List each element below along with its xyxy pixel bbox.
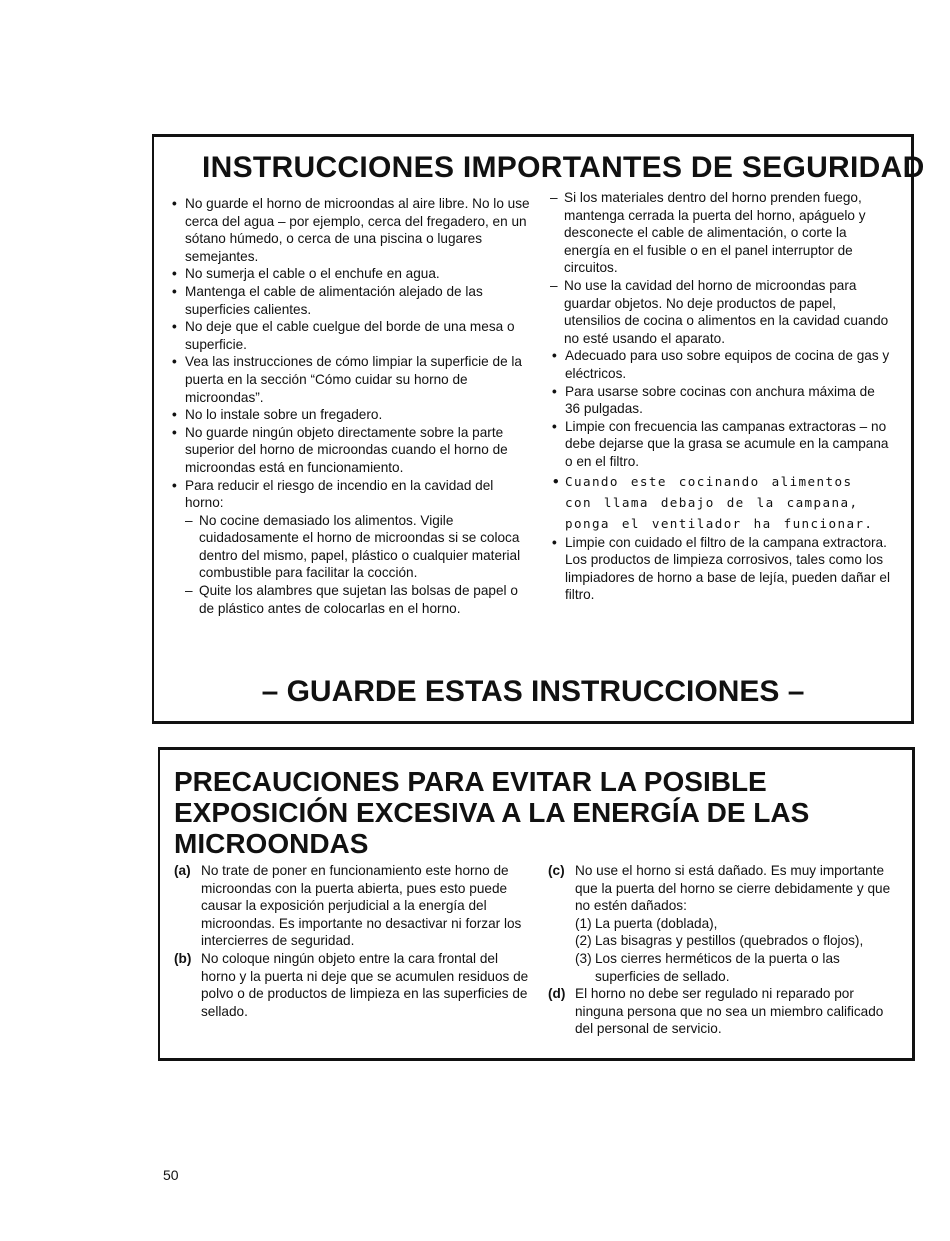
list-item: • Adecuado para uso sobre equipos de cocina de gas y eléctricos. xyxy=(550,347,890,382)
precaution-a xyxy=(174,862,534,950)
precautions-right-column xyxy=(548,862,898,1038)
list-text: La puerta (doblada), xyxy=(595,915,718,931)
precautions-box xyxy=(158,747,915,1061)
list-item: • No guarde ningún objeto directamente sobre la parte superior del horno de microondas cuando el horno de microondas está en funcionamiento. xyxy=(170,424,530,477)
list-item: • No guarde el horno de microondas al aire libre. No lo use cerca del agua – por ejemplo, cerca del fregadero, en un sótano húmedo, o cerca de una piscina o lugares semejantes. xyxy=(170,195,530,265)
precautions-left-column xyxy=(174,862,534,1020)
list-item: • Cuando este cocinando alimentos con llama debajo de la campana, ponga el ventilador ha funcionar. xyxy=(550,471,890,534)
safety-right-column xyxy=(550,189,890,604)
sub-list-item: – No use la cavidad del horno de microondas para guardar objetos. No deje productos de papel, utensilios de cocina o alimentos en la cavidad cuando no esté usando el aparato. xyxy=(550,277,890,347)
list-item xyxy=(575,932,898,950)
save-instructions-footer: – GUARDE ESTAS INSTRUCCIONES – xyxy=(261,675,805,708)
safety-title: INSTRUCCIONES IMPORTANTES DE SEGURIDAD xyxy=(202,151,925,184)
list-text: Los cierres herméticos de la puerta o las superficies de sellado. xyxy=(595,950,840,984)
precaution-label: (d) xyxy=(548,986,566,1002)
list-item xyxy=(575,915,898,933)
precaution-c xyxy=(548,862,898,985)
list-item: • Limpie con frecuencia las campanas extractoras – no debe dejarse que la grasa se acumule en la campana o en el filtro. xyxy=(550,418,890,471)
precautions-title-line: EXPOSICIÓN EXCESIVA A LA ENERGÍA DE LAS xyxy=(174,797,810,828)
precaution-label: (c) xyxy=(548,863,565,878)
list-item: • No lo instale sobre un fregadero. xyxy=(170,406,530,424)
list-item: • Vea las instrucciones de cómo limpiar la superficie de la puerta en la sección “Cómo cuidar su horno de microondas”. xyxy=(170,353,530,406)
list-number: (2) xyxy=(575,933,592,949)
precaution-d xyxy=(548,985,898,1038)
list-item xyxy=(575,950,898,985)
sub-list-item: – Quite los alambres que sujetan las bolsas de papel o de plástico antes de colocarlas en el horno. xyxy=(185,582,530,617)
precaution-text: No trate de poner en funcionamiento este horno de microondas con la puerta abierta, pues esto puede causar la exposición perjudicial a la energía del microondas. Es importante no desactivar ni forzar los intercierres de seguridad. xyxy=(201,863,522,949)
fire-risk-intro: Para reducir el riesgo de incendio en la cavidad del horno: xyxy=(185,477,494,511)
list-item xyxy=(170,477,530,618)
list-item: • Limpie con cuidado el filtro de la campana extractora. Los productos de limpieza corrosivos, tales como los limpiadores de horno a base de lejía, pueden dañar el filtro. xyxy=(550,534,890,604)
damage-list xyxy=(575,915,898,985)
precaution-text: El horno no debe ser regulado ni reparado por ninguna persona que no sea un miembro calificado del personal de servicio. xyxy=(575,986,884,1037)
precautions-title-line: MICROONDAS xyxy=(174,828,369,859)
safety-left-column xyxy=(170,195,530,617)
list-item: • No sumerja el cable o el enchufe en agua. xyxy=(170,265,530,283)
list-item: • Mantenga el cable de alimentación alejado de las superficies calientes. xyxy=(170,283,530,318)
precaution-text: No coloque ningún objeto entre la cara frontal del horno y la puerta ni deje que se acumulen residuos de polvo o de productos de limpieza en las superficies de sellado. xyxy=(201,950,529,1019)
precaution-text: No use el horno si está dañado. Es muy importante que la puerta del horno se cierre debidamente y que no estén dañados: xyxy=(575,863,891,914)
list-item: • No deje que el cable cuelgue del borde de una mesa o superficie. xyxy=(170,318,530,353)
sub-list-item: – No cocine demasiado los alimentos. Vigile cuidadosamente el horno de microondas si se coloca dentro del mismo, papel, plástico o cualquier material combustible para facilitar la cocción. xyxy=(185,512,530,582)
precautions-title xyxy=(174,766,894,859)
list-number: (3) xyxy=(575,950,592,966)
sub-list-item: – Si los materiales dentro del horno prenden fuego, mantenga cerrada la puerta del horno, apáguelo y desconecte el cable de alimentación, o corte la energía en el fusible o en el panel interruptor de circuitos. xyxy=(550,189,890,277)
list-text: Las bisagras y pestillos (quebrados o flojos), xyxy=(595,933,864,949)
list-item: • Para usarse sobre cocinas con anchura máxima de 36 pulgadas. xyxy=(550,383,890,418)
precaution-label: (a) xyxy=(174,863,191,878)
precautions-title-line: PRECAUCIONES PARA EVITAR LA POSIBLE xyxy=(174,766,767,797)
safety-instructions-box xyxy=(152,134,925,724)
precaution-b xyxy=(174,950,534,1020)
precaution-label: (b) xyxy=(174,950,192,966)
page-number: 50 xyxy=(163,1167,179,1183)
list-number: (1) xyxy=(575,915,592,931)
